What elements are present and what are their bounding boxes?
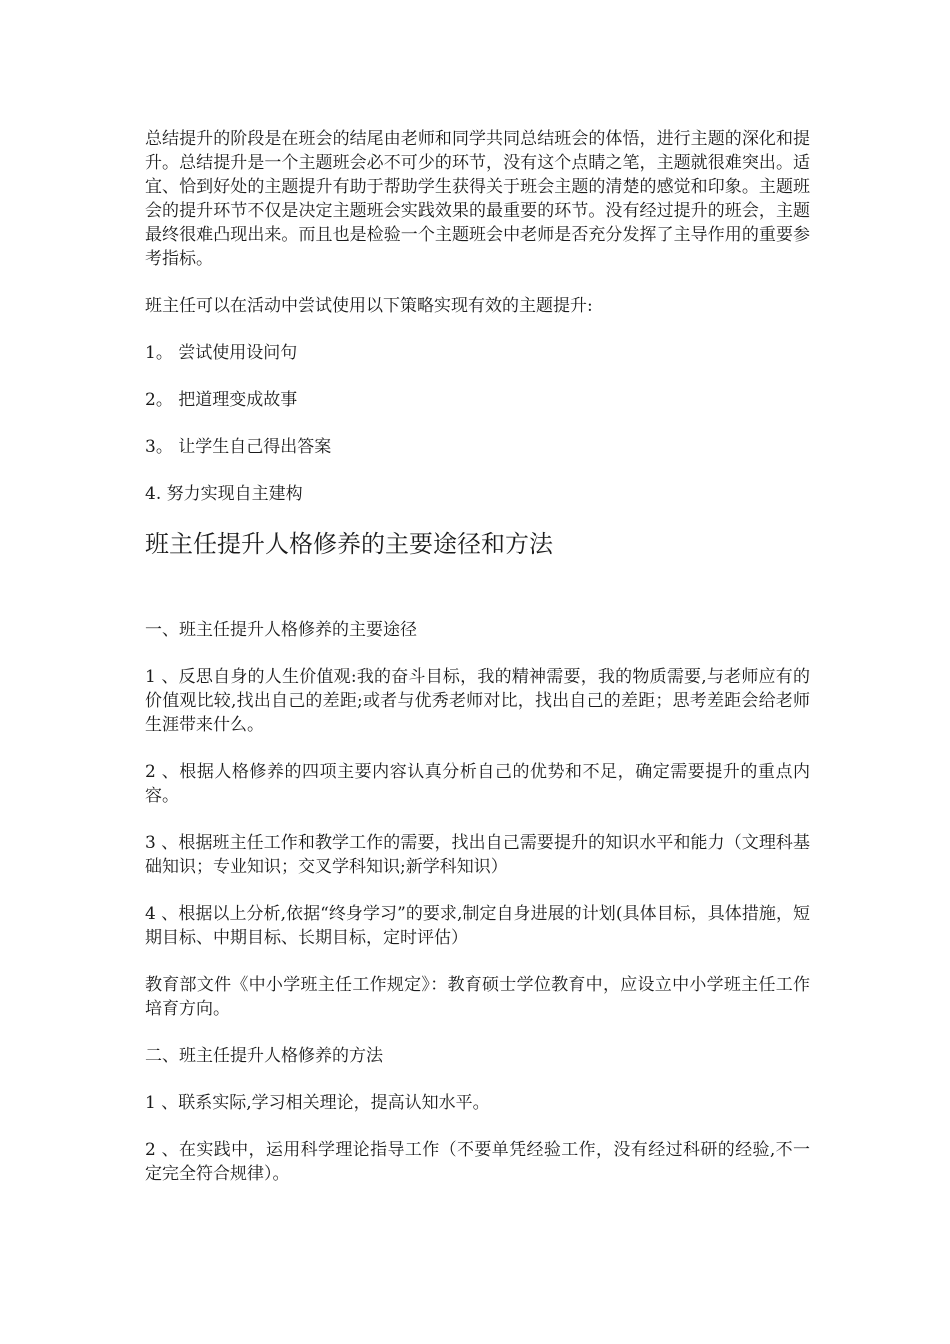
strategy-item: 4. 努力实现自主建构 [145, 484, 303, 504]
part1-item: 2 、根据人格修养的四项主要内容认真分析自己的优势和不足，确定需要提升的重点内容。 [145, 762, 810, 806]
document-page [145, 127, 810, 1186]
strategy-item: 1。 尝试使用设问句 [145, 343, 298, 363]
part1-item: 4 、根据以上分析,依据“终身学习”的要求,制定自身进展的计划(具体目标，具体措施，短期目标、中期目标、长期目标，定时评估） [145, 904, 810, 948]
strategy-item: 2。 把道理变成故事 [145, 390, 298, 410]
part1-item: 1 、反思自身的人生价值观:我的奋斗目标，我的精神需要，我的物质需要,与老师应有的价值观比较,找出自己的差距;或者与优秀老师对比，找出自己的差距；思考差距会给老师生涯带来什么。 [145, 667, 810, 735]
part1-item: 3 、根据班主任工作和教学工作的需要，找出自己需要提升的知识水平和能力（文理科基础知识；专业知识；交叉学科知识;新学科知识） [145, 833, 810, 877]
strategy-intro: 班主任可以在活动中尝试使用以下策略实现有效的主题提升: [145, 296, 593, 316]
part2-heading: 二、班主任提升人格修养的方法 [145, 1046, 383, 1066]
strategy-item: 3。 让学生自己得出答案 [145, 437, 332, 457]
policy-note: 教育部文件《中小学班主任工作规定》：教育硕士学位教育中，应设立中小学班主任工作培育方向。 [145, 975, 810, 1019]
part1-heading: 一、班主任提升人格修养的主要途径 [145, 620, 417, 640]
section-title: 班主任提升人格修养的主要途径和方法 [145, 530, 553, 558]
intro-paragraph: 总结提升的阶段是在班会的结尾由老师和同学共同总结班会的体悟，进行主题的深化和提升。总结提升是一个主题班会必不可少的环节，没有这个点睛之笔，主题就很难突出。适宜、恰到好处的主题提升有助于帮助学生获得关于班会主题的清楚的感觉和印象。主题班会的提升环节不仅是决定主题班会实践效果的最重要的环节。没有经过提升的班会，主题最终很难凸现出来。而且也是检验一个主题班会中老师是否充分发挥了主导作用的重要参考指标。 [145, 129, 810, 269]
part2-item: 2 、在实践中，运用科学理论指导工作（不要单凭经验工作，没有经过科研的经验,不一定完全符合规律）。 [145, 1140, 810, 1184]
part2-item: 1 、联系实际,学习相关理论，提高认知水平。 [145, 1093, 490, 1113]
